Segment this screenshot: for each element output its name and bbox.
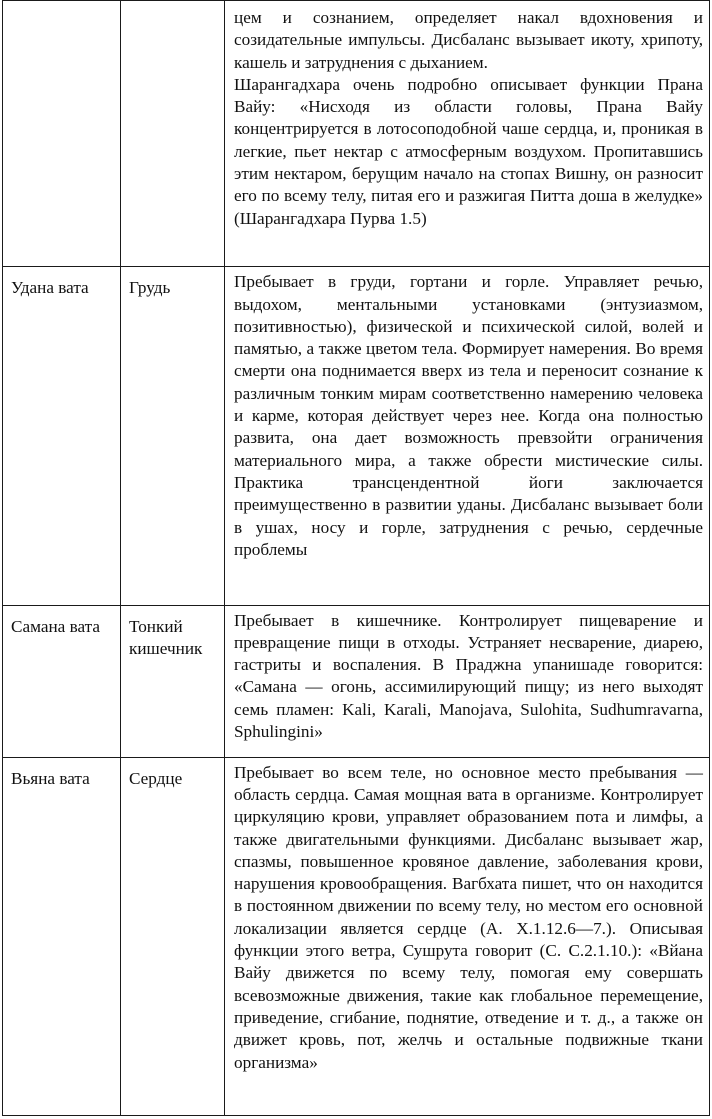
description-cell <box>225 1 710 267</box>
organ-cell: Сердце <box>121 757 225 1115</box>
table-row <box>3 267 710 605</box>
vata-name-cell: Удана вата <box>3 267 121 605</box>
description-cell <box>225 605 710 757</box>
description-paragraph: цем и сознанием, определяет накал вдохновения и созидательные импульсы. Дисбаланс вызывает икоту, хрипоту, кашель и затруднения с дыханием. <box>234 8 703 72</box>
organ-cell: Грудь <box>121 267 225 605</box>
table-row <box>3 1 710 267</box>
description-paragraph: Пребывает во всем теле, но основное место пребывания — область сердца. Самая мощная вата в организме. Контролирует циркуляцию крови, управляет образованием пота и лимфы, а также двигательными функциями. Дисбаланс вызывает жар, спазмы, повышенное кровяное давление, заболевания крови, нарушения кровообращения. Вагбхата пишет, что он находится в постоянном движении по всему телу, но местом его основной локализации является сердце (А. X.1.12.6—7.). Описывая функции этого ветра, Сушрута говорит (С. С.2.1.10.): «Вйана Вайу движется по всему телу, помогая ему совершать всевозможные движения, такие как глобальное перемещение, приведение, сгибание, поднятие, отведение и т. д., а также он движет кровь, пот, желчь и остальные подвижные ткани организма» <box>234 762 703 1072</box>
description-cell <box>225 267 710 605</box>
description-cell <box>225 757 710 1115</box>
table-row <box>3 605 710 757</box>
vata-table <box>2 0 710 1116</box>
vata-name-cell: Самана вата <box>3 605 121 757</box>
table-row <box>3 757 710 1115</box>
description-paragraph: Пребывает в груди, гортани и горле. Управляет речью, выдохом, ментальными установками (энтузиазмом, позитивностью), физической и психической силой, волей и памятью, а также цветом тела. Формирует намерения. Во время смерти она поднимается вверх из тела и переносит сознание к различным тонким мирам соответственно намерению человека и карме, которая действует через нее. Когда она полностью развита, она дает возможность превзойти ограничения материального мира, а также обрести мистические силы. Практика трансцендентной йоги заключается преимущественно в развитии уданы. Дисбаланс вызывает боли в ушах, носу и горле, затруднения с речью, сердечные проблемы <box>234 272 703 559</box>
description-paragraph: Пребывает в кишечнике. Контролирует пищеварение и превращение пищи в отходы. Устраняет несварение, диарею, гастриты и воспаления. В Праджна упанишаде говорится: «Самана — огонь, ассимилирующий пищу; из него выходят семь пламен: Kali, Karali, Manojava, Sulohita, Sudhumravarna, Sphulingini» <box>234 610 703 742</box>
description-paragraph: Шарангадхара очень подробно описывает функции Прана Вайу: «Нисходя из области головы, Прана Вайу концентрируется в лотосоподобной чаше сердца, и, проникая в легкие, пьет нектар с атмосферным воздухом. Пропитавшись этим нектаром, берущим начало на стопах Вишну, он разносит его по всему телу, питая его и разжигая Питта доша в желудке» (Шарангадхара Пурва 1.5) <box>234 74 703 228</box>
vata-name-cell <box>3 1 121 267</box>
organ-cell: Тонкий кишечник <box>121 605 225 757</box>
vata-name-cell: Вьяна вата <box>3 757 121 1115</box>
organ-cell <box>121 1 225 267</box>
